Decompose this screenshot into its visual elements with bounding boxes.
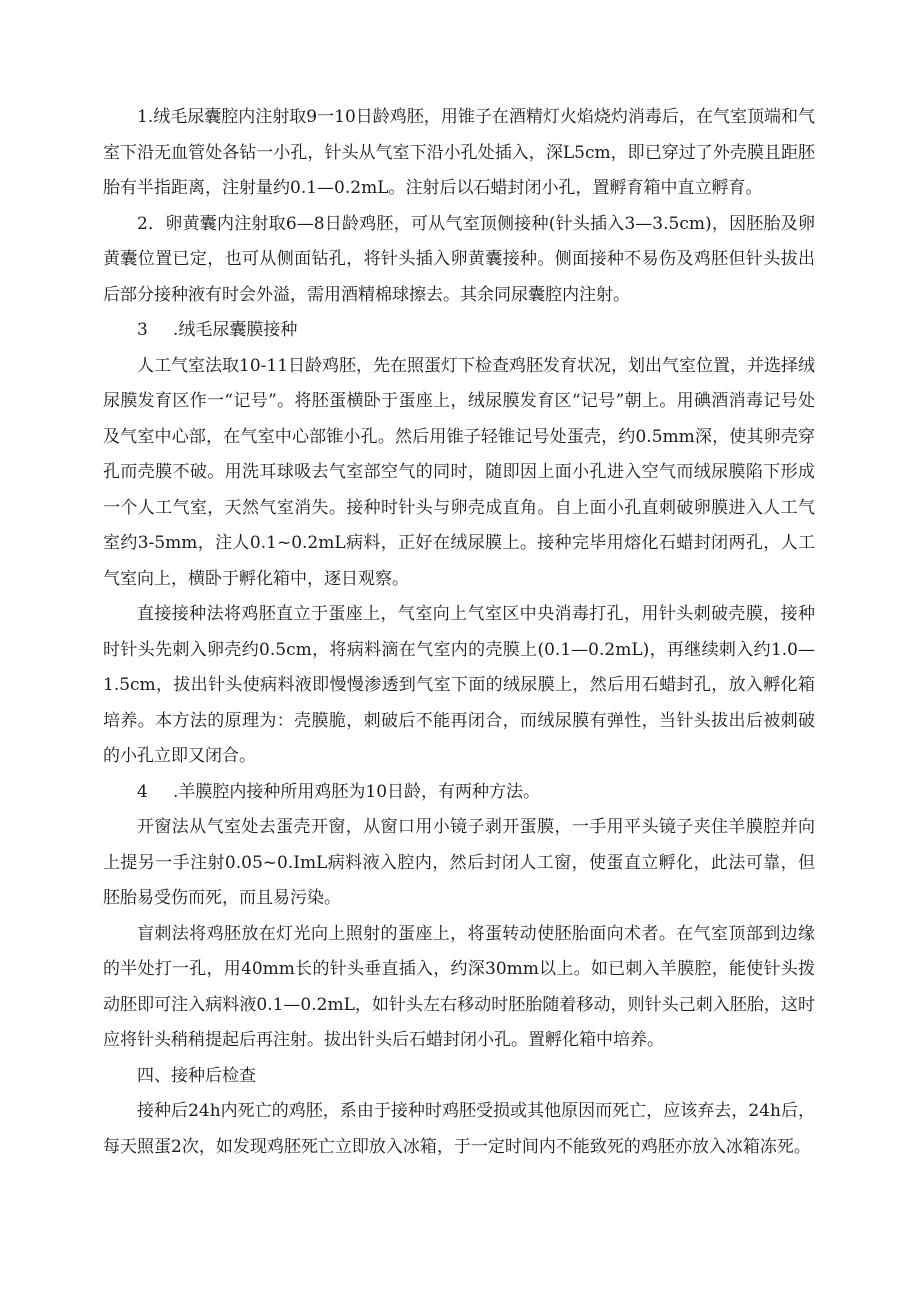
paragraph-window-method: 开窗法从气室处去蛋壳开窗，从窗口用小镜子剥开蛋膜，一手用平头镜子夹住羊膜腔并向上提另一手注射0.05~0.ImL病料液入腔内，然后封闭人工窗，使蛋直立孵化，此法可靠，但胚胎易受伤而死，而且易污染。 — [103, 817, 815, 908]
section-3-title: .绒毛尿囊膜接种 — [173, 320, 298, 340]
paragraph-post-inoculation-check: 接种后24h内死亡的鸡胚，系由于接种时鸡胚受损或其他原因而死亡，应该弃去，24h后，每天照蛋2次，如发现鸡胚死亡立即放入冰箱，于一定时间内不能致死的鸡胚亦放入冰箱冻死。 — [103, 1101, 815, 1157]
section-four-heading: 四、接种后检查 — [137, 1065, 256, 1086]
section-4-heading — [103, 775, 815, 811]
paragraph-blind-puncture-method: 盲刺法将鸡胚放在灯光向上照射的蛋座上，将蛋转动使胚胎面向术者。在气室顶部到边缘的半处打一孔，用40mm长的针头垂直插入，约深30mm以上。如已刺入羊膜腔，能使针头拨动胚即可注入病料液0.1—0.2mL，如针头左右移动时胚胎随着移动，则针头己刺入胚胎，这时应将针头稍稍提起后再注射。拔出针头后石蜡封闭小孔。置孵化箱中培养。 — [103, 923, 815, 1050]
paragraph-direct-inoculation: 直接接种法将鸡胚直立于蛋座上，气室向上气室区中央消毒打孔，用针头刺破壳膜，接种时针头先刺入卵壳约0.5cm，将病料滴在气室内的壳膜上(0.1—0.2mL)，再继续刺入约1.0—1.5cm，拔出针头使病料液即慢慢渗透到气室下面的绒尿膜上，然后用石蜡封孔，放入孵化箱培养。本方法的原理为：壳膜脆，刺破后不能再闭合，而绒尿膜有弹性，当针头拔出后被刺破的小孔立即又闭合。 — [103, 604, 815, 766]
section-3-heading — [103, 313, 815, 349]
section-4-number: 4 — [137, 781, 148, 802]
section-4-title: .羊膜腔内接种所用鸡胚为10日龄，有两种方法。 — [173, 781, 541, 802]
paragraph-artificial-air-chamber: 人工气室法取10-11日龄鸡胚，先在照蛋灯下检查鸡胚发育状况，划出气室位置，并选择绒尿膜发育区作一“记号”。将胚蛋横卧于蛋座上，绒尿膜发育区“记号”朝上。用碘酒消毒记号处及气室中心部，在气室中心部锥小孔。然后用锥子轻锥记号处蛋壳，约0.5mm深，使其卵壳穿孔而壳膜不破。用洗耳球吸去气室部空气的同时，随即因上面小孔进入空气而绒尿膜陷下形成一个人工气室，天然气室消失。接种时针头与卵壳成直角。自上面小孔直刺破卵膜进入人工气室约3-5mm，注人0.1~0.2mL病料，正好在绒尿膜上。接种完毕用熔化石蜡封闭两孔，人工气室向上，横卧于孵化箱中，逐日观察。 — [103, 355, 816, 589]
paragraph-chorioallantoic-injection: 1.绒毛尿囊腔内注射取9一10日龄鸡胚，用锥子在酒精灯火焰烧灼消毒后，在气室顶端和气室下沿无血管处各钻一小孔，针头从气室下沿小孔处插入，深L5cm，即已穿过了外壳膜且距胚胎有半指距离，注射量约0.1—0.2mL。注射后以石蜡封闭小孔，置孵育箱中直立孵育。 — [103, 107, 815, 198]
paragraph-yolk-sac-injection: 2．卵黄囊内注射取6—8日龄鸡胚，可从气室顶侧接种(针头插入3—3.5cm)，因胚胎及卵黄囊位置已定，也可从侧面钻孔，将针头插入卵黄囊接种。侧面接种不易伤及鸡胚但针头拔出后部分接种液有时会外溢，需用酒精棉球擦去。其余同尿囊腔内注射。 — [103, 213, 815, 305]
section-3-number: 3 — [137, 320, 148, 340]
document-body — [103, 100, 815, 1165]
